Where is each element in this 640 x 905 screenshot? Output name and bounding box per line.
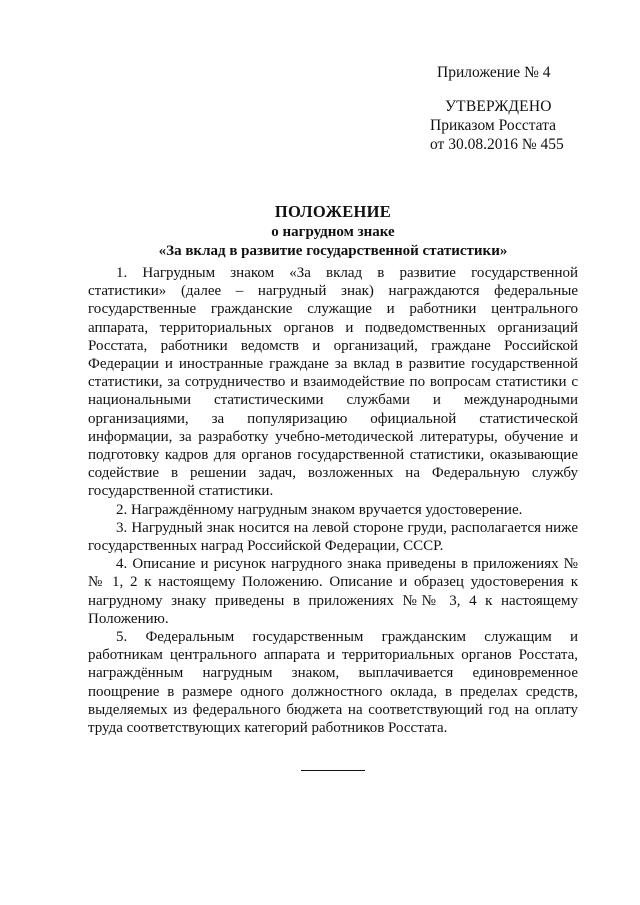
annex-number: Приложение № 4 — [437, 64, 551, 81]
award-name: «За вклад в развитие государственной статистики» — [158, 243, 508, 259]
document-title: ПОЛОЖЕНИЕ — [274, 202, 392, 221]
order-date: от 30.08.2016 № 455 — [430, 136, 564, 153]
document-subtitle: о нагрудном знаке — [271, 224, 395, 240]
approved-stamp-text: УТВЕРЖДЕНО — [445, 98, 552, 115]
end-divider-line — [301, 770, 365, 771]
paragraph-5: 5. Федеральным государственным гражданским служащим и работникам центрального аппарата и территориальных органов Росстата, награждённым нагрудным знаком, выплачивается единовременное поощрение в размере одного должностного оклада, в пределах средств, выделяемых из федерального бюджета на соответствующий год на оплату труда соответствующих категорий работников Росстата. — [88, 629, 578, 737]
document-body — [88, 264, 578, 737]
order-reference: Приказом Росстата — [430, 117, 556, 134]
paragraph-4: 4. Описание и рисунок нагрудного знака приведены в приложениях №№ 1, 2 к настоящему Положению. Описание и образец удостоверения к нагрудному знаку приведены в приложениях №№ 3, 4 к настоящему Положению. — [88, 556, 578, 627]
paragraph-1: 1. Нагрудным знаком «За вклад в развитие государственной статистики» (далее – нагрудный знак) награждаются федеральные государственные гражданские служащие и работники центрального аппарата, территориальных органов и подведомственных организаций Росстата, работники ведомств и организаций, граждане Российской Федерации и иностранные граждане за вклад в развитие государственной статистики, за сотрудничество и взаимодействие по вопросам статистики с национальными статистическими службами и международными организациями, за популяризацию официальной статистической информации, за разработку учебно-методической литературы, обучение и подготовку кадров для органов государственной статистики, оказывающие содействие в решении задач, возложенных на Федеральную службу государственной статистики. — [88, 265, 578, 500]
paragraph-3: 3. Нагрудный знак носится на левой стороне груди, располагается ниже государственных наград Российской Федерации, СССР. — [88, 519, 578, 555]
paragraph-2: 2. Награждённому нагрудным знаком вручается удостоверение. — [116, 501, 523, 518]
document-title-block — [88, 202, 578, 260]
